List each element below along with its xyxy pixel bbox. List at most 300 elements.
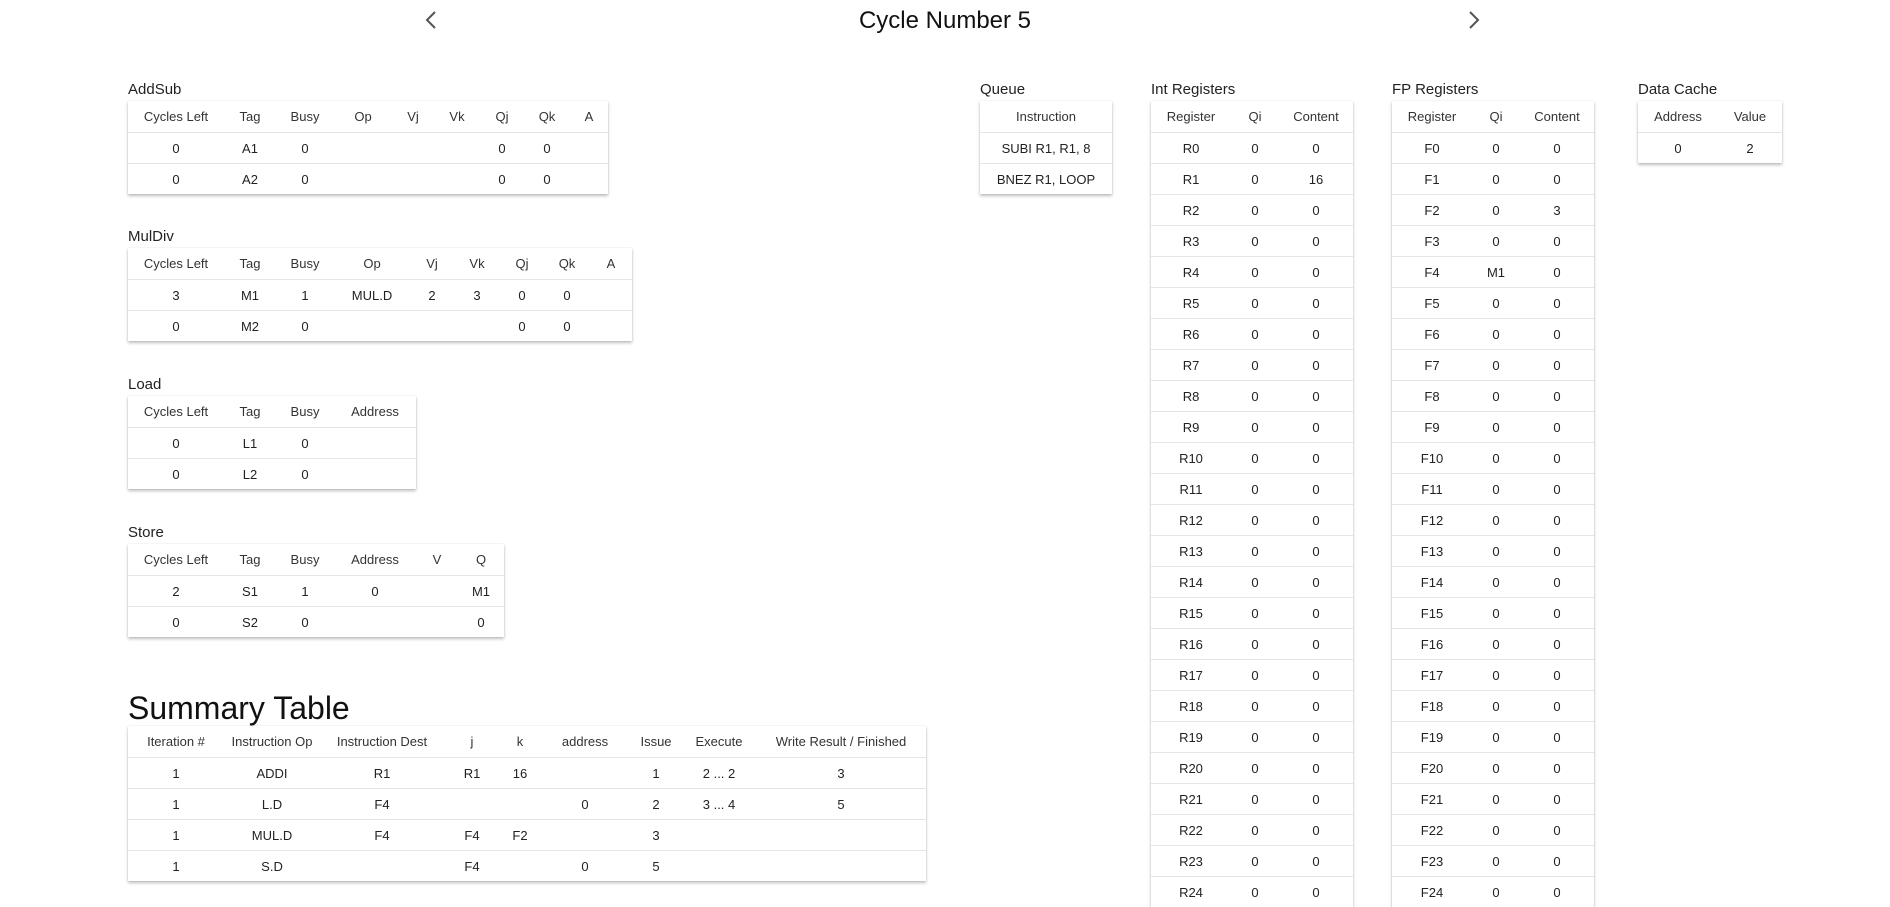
table-cell: R1 [320,758,444,789]
table-cell: F6 [1392,319,1472,350]
table-row [1392,598,1594,629]
table-cell: R2 [1151,195,1231,226]
table-cell: 0 [544,311,590,342]
table-cell [500,851,540,882]
column-header: Qj [480,101,524,133]
column-header: Instruction [980,101,1112,133]
table-row [1392,164,1594,195]
column-header: Busy [276,396,334,428]
table-cell: 0 [458,607,504,638]
table-cell: 0 [1279,784,1353,815]
table-cell: F14 [1392,567,1472,598]
table-cell: 1 [128,820,224,851]
table-cell: 0 [1520,443,1594,474]
table-cell: 16 [1279,164,1353,195]
table-row [1638,133,1782,164]
table-cell: 0 [1231,257,1279,288]
table-cell: 0 [1638,133,1718,164]
table-row [1392,412,1594,443]
table-cell: F1 [1392,164,1472,195]
next-cycle-button[interactable] [1462,8,1486,32]
table-row [1392,381,1594,412]
table-cell: 0 [1279,753,1353,784]
table-cell [444,789,500,820]
table-cell: 0 [1520,288,1594,319]
muldiv-table [128,248,632,341]
table-cell: F3 [1392,226,1472,257]
table-cell: R16 [1151,629,1231,660]
table-cell: 0 [1279,350,1353,381]
table-cell: 0 [1231,536,1279,567]
table-cell: 0 [1472,784,1520,815]
table-cell: 0 [1279,567,1353,598]
table-cell: 1 [128,789,224,820]
table-row [128,133,608,164]
table-row [128,851,926,882]
table-row [980,133,1112,164]
table-row [1151,691,1353,722]
table-row [1151,133,1353,164]
table-cell: 0 [480,164,524,195]
addsub-section [128,81,608,194]
chevron-left-icon [424,10,438,30]
table-cell: 0 [1520,164,1594,195]
table-cell [570,164,608,195]
column-header: Value [1718,101,1782,133]
table-cell: 0 [540,789,630,820]
table-cell: 0 [1472,226,1520,257]
table-cell: 0 [1472,753,1520,784]
table-cell: L2 [224,459,276,490]
table-cell: R9 [1151,412,1231,443]
table-row [1151,195,1353,226]
table-cell [454,311,500,342]
table-cell: 0 [128,164,224,195]
table-cell: 0 [1279,412,1353,443]
table-cell: 0 [276,311,334,342]
table-cell: F4 [444,820,500,851]
column-header: j [444,726,500,758]
table-cell: F2 [500,820,540,851]
table-cell: F19 [1392,722,1472,753]
table-cell: 0 [1472,443,1520,474]
table-cell: 0 [1472,319,1520,350]
column-header: Address [1638,101,1718,133]
table-cell: 0 [1231,877,1279,907]
table-cell: R18 [1151,691,1231,722]
table-row [1392,257,1594,288]
table-cell: 0 [276,607,334,638]
table-cell: F4 [320,789,444,820]
table-cell: 0 [544,280,590,311]
load-label: Load [128,376,416,394]
table-header-row [128,396,416,428]
table-row [1151,660,1353,691]
fp-registers-label: FP Registers [1392,81,1594,99]
column-header: Busy [276,248,334,280]
table-cell: 0 [1520,226,1594,257]
table-cell: F4 [320,820,444,851]
table-cell: 0 [1472,164,1520,195]
table-cell: 0 [1472,629,1520,660]
table-cell: 0 [1472,567,1520,598]
column-header: Cycles Left [128,248,224,280]
table-cell: 0 [1472,846,1520,877]
table-row [1151,629,1353,660]
table-cell: F13 [1392,536,1472,567]
load-section [128,376,416,489]
table-cell: 3 [128,280,224,311]
column-header: Address [334,544,416,576]
table-cell: R15 [1151,598,1231,629]
fp-registers-table [1392,101,1594,907]
table-cell: 0 [128,133,224,164]
table-row [1151,536,1353,567]
table-cell: M1 [224,280,276,311]
table-cell: 0 [1472,381,1520,412]
table-cell: 0 [1231,567,1279,598]
cycle-title: Cycle Number 5 [859,7,1031,34]
table-row [128,459,416,490]
table-cell: 0 [1279,877,1353,907]
load-table [128,396,416,489]
table-cell: R13 [1151,536,1231,567]
table-cell: 0 [1472,505,1520,536]
table-cell: F20 [1392,753,1472,784]
column-header: Cycles Left [128,101,224,133]
table-cell: 1 [276,280,334,311]
table-row [128,607,504,638]
table-cell: 0 [1520,257,1594,288]
table-cell: F9 [1392,412,1472,443]
table-cell: R4 [1151,257,1231,288]
column-header: Iteration # [128,726,224,758]
column-header: Content [1279,101,1353,133]
table-cell: 0 [128,459,224,490]
table-cell: 3 [756,758,926,789]
table-row [1151,784,1353,815]
column-header: Vj [392,101,434,133]
table-row [1392,319,1594,350]
table-row [1392,815,1594,846]
table-cell: 0 [1520,412,1594,443]
addsub-table [128,101,608,194]
table-cell: 0 [1520,753,1594,784]
table-cell: 0 [1472,412,1520,443]
table-cell: 0 [1279,226,1353,257]
table-cell: 1 [128,851,224,882]
table-cell: L1 [224,428,276,459]
column-header: Q [458,544,504,576]
table-row [128,820,926,851]
table-row [1151,846,1353,877]
table-cell: 0 [1520,660,1594,691]
table-cell: 0 [1520,133,1594,164]
table-cell: 0 [1231,381,1279,412]
table-cell: R1 [1151,164,1231,195]
table-cell: R5 [1151,288,1231,319]
table-cell: 0 [1231,722,1279,753]
table-cell: 0 [1520,784,1594,815]
column-header: Op [334,101,392,133]
table-cell: F8 [1392,381,1472,412]
table-cell [434,133,480,164]
table-row [128,428,416,459]
table-cell [590,311,632,342]
table-row [128,311,632,342]
table-cell: F23 [1392,846,1472,877]
table-cell: 0 [1279,195,1353,226]
table-cell: 0 [1279,815,1353,846]
table-cell: 1 [128,758,224,789]
queue-label: Queue [980,81,1112,99]
table-cell: M1 [458,576,504,607]
table-cell: R23 [1151,846,1231,877]
column-header: Instruction Op [224,726,320,758]
store-section [128,524,504,637]
column-header: Busy [276,101,334,133]
table-cell: 0 [128,311,224,342]
table-row [1392,753,1594,784]
table-cell: 0 [276,428,334,459]
table-row [1392,226,1594,257]
table-cell [540,820,630,851]
table-cell: R11 [1151,474,1231,505]
table-cell: 0 [1231,288,1279,319]
table-cell [334,459,416,490]
table-cell: 3 [1520,195,1594,226]
table-cell: 0 [1279,474,1353,505]
int-registers-label: Int Registers [1151,81,1353,99]
table-cell: 0 [128,607,224,638]
table-cell: 0 [1231,474,1279,505]
prev-cycle-button[interactable] [419,8,443,32]
table-row [1392,195,1594,226]
table-cell: 0 [1279,257,1353,288]
table-row [1392,691,1594,722]
table-cell: 0 [1231,753,1279,784]
table-header-row [128,726,926,758]
summary-title: Summary Table [128,688,926,728]
table-header-row [980,101,1112,133]
table-cell: 0 [334,576,416,607]
column-header: Busy [276,544,334,576]
column-header: Cycles Left [128,544,224,576]
table-cell: 0 [1231,505,1279,536]
table-cell: 0 [1472,598,1520,629]
table-cell [590,280,632,311]
table-cell: R24 [1151,877,1231,907]
table-cell: 0 [1231,443,1279,474]
table-cell: 0 [1520,815,1594,846]
table-header-row [1638,101,1782,133]
queue-table [980,101,1112,194]
table-cell: 0 [500,280,544,311]
table-row [1151,474,1353,505]
table-cell: 0 [1231,784,1279,815]
table-cell: 0 [1279,319,1353,350]
table-header-row [1151,101,1353,133]
table-row [1151,412,1353,443]
table-row [128,789,926,820]
column-header: Vj [410,248,454,280]
table-cell: R22 [1151,815,1231,846]
table-cell: 0 [1472,195,1520,226]
table-row [1392,288,1594,319]
table-cell: 0 [1279,660,1353,691]
table-cell [434,164,480,195]
table-cell: F0 [1392,133,1472,164]
table-cell: 0 [1279,691,1353,722]
table-cell: 0 [1472,722,1520,753]
table-cell: 0 [1279,536,1353,567]
table-header-row [128,248,632,280]
table-cell: 0 [1231,133,1279,164]
table-cell: R0 [1151,133,1231,164]
table-cell: 0 [1231,598,1279,629]
table-cell: F11 [1392,474,1472,505]
table-cell: M1 [1472,257,1520,288]
table-cell: 0 [1231,815,1279,846]
table-cell: 2 [128,576,224,607]
table-row [1392,474,1594,505]
table-cell: F7 [1392,350,1472,381]
table-row [1151,319,1353,350]
table-cell: 0 [1520,691,1594,722]
data-cache-table [1638,101,1782,163]
table-cell: A1 [224,133,276,164]
table-row [1151,815,1353,846]
table-cell: F18 [1392,691,1472,722]
table-row [1392,567,1594,598]
column-header: Register [1151,101,1231,133]
table-cell: 0 [1279,629,1353,660]
table-cell: 0 [500,311,544,342]
column-header: Tag [224,396,276,428]
table-cell: 0 [1279,443,1353,474]
table-cell: 0 [1520,350,1594,381]
int-registers-table [1151,101,1353,907]
table-cell [392,164,434,195]
table-cell: F10 [1392,443,1472,474]
table-row [1151,257,1353,288]
table-cell: F17 [1392,660,1472,691]
table-cell: 0 [1231,226,1279,257]
table-cell: 3 [454,280,500,311]
table-cell: 2 [410,280,454,311]
table-row [1151,226,1353,257]
addsub-label: AddSub [128,81,608,99]
table-cell: 0 [276,164,334,195]
table-cell: 5 [630,851,682,882]
table-cell: 0 [1520,877,1594,907]
table-row [1392,443,1594,474]
table-cell: 2 [1718,133,1782,164]
table-row [1392,846,1594,877]
table-cell: 0 [1472,474,1520,505]
table-row [1151,381,1353,412]
table-cell: 0 [1520,319,1594,350]
table-cell: F16 [1392,629,1472,660]
table-cell: 0 [1231,350,1279,381]
queue-section [980,81,1112,194]
table-row [128,280,632,311]
table-cell: 0 [1231,629,1279,660]
table-cell: 0 [1279,846,1353,877]
table-cell: 0 [1520,722,1594,753]
column-header: Tag [224,248,276,280]
table-cell: MUL.D [224,820,320,851]
column-header: Tag [224,101,276,133]
table-cell: 0 [1279,288,1353,319]
table-cell: F4 [444,851,500,882]
table-cell: 0 [1472,288,1520,319]
table-cell: 0 [1472,815,1520,846]
table-cell: 0 [128,428,224,459]
table-cell [334,133,392,164]
table-cell [334,164,392,195]
table-cell: R21 [1151,784,1231,815]
table-cell: R14 [1151,567,1231,598]
column-header: Vk [454,248,500,280]
table-cell: 0 [524,164,570,195]
table-cell: F4 [1392,257,1472,288]
table-cell: 0 [1472,877,1520,907]
table-header-row [128,544,504,576]
table-cell: F22 [1392,815,1472,846]
table-cell: R20 [1151,753,1231,784]
table-cell: 0 [1279,381,1353,412]
column-header: Op [334,248,410,280]
table-cell: 0 [480,133,524,164]
table-cell: 0 [524,133,570,164]
table-cell: 0 [1520,381,1594,412]
table-cell: M2 [224,311,276,342]
column-header: Qk [544,248,590,280]
table-cell: 16 [500,758,540,789]
table-cell: 0 [1472,691,1520,722]
table-row [1392,660,1594,691]
column-header: Register [1392,101,1472,133]
table-cell [682,820,756,851]
table-cell [416,607,458,638]
column-header: k [500,726,540,758]
table-cell: 0 [1472,133,1520,164]
table-cell: S1 [224,576,276,607]
data-cache-label: Data Cache [1638,81,1782,99]
muldiv-label: MulDiv [128,228,632,246]
summary-table [128,726,926,881]
table-cell: 2 [630,789,682,820]
table-cell: 2 ... 2 [682,758,756,789]
column-header: Cycles Left [128,396,224,428]
table-cell: S2 [224,607,276,638]
column-header: Tag [224,544,276,576]
column-header: Qi [1472,101,1520,133]
table-row [1151,753,1353,784]
table-cell: 0 [1279,133,1353,164]
table-cell: R6 [1151,319,1231,350]
table-cell: 0 [1231,846,1279,877]
column-header: V [416,544,458,576]
table-cell: R12 [1151,505,1231,536]
column-header: Instruction Dest [320,726,444,758]
table-row [128,758,926,789]
store-label: Store [128,524,504,542]
table-cell: R1 [444,758,500,789]
table-cell [410,311,454,342]
table-cell: 0 [1520,846,1594,877]
